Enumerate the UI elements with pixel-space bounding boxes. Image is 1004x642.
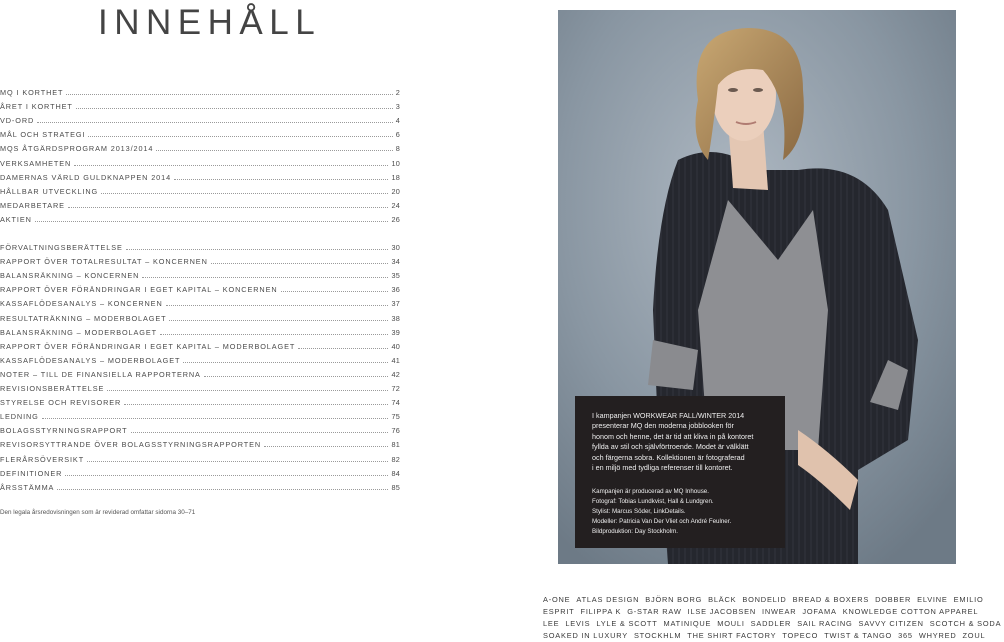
- brand-name: FILIPPA K: [580, 607, 622, 616]
- brand-name: WHYRED: [918, 631, 957, 640]
- brand-name: STOCKHLM: [633, 631, 682, 640]
- toc-leader: [88, 135, 392, 137]
- toc-label: VERKSAMHETEN: [0, 158, 72, 168]
- toc-label: ÅRET I KORTHET: [0, 102, 73, 112]
- caption-line: och färgerna sobra. Kollektionen är fotograferad: [592, 452, 745, 462]
- brand-name: ELVINE: [917, 595, 948, 604]
- toc-leader: [101, 192, 388, 194]
- toc-row: [0, 266, 400, 280]
- toc-row: [0, 154, 400, 168]
- toc-page-number: 6: [395, 130, 400, 140]
- toc-row: [0, 379, 400, 393]
- toc-page-number: 30: [391, 243, 400, 252]
- toc-row: [0, 238, 400, 252]
- brand-name: SOAKED IN LUXURY: [543, 631, 628, 640]
- toc-label: RESULTATRÄKNING – MODERBOLAGET: [0, 313, 167, 323]
- brand-line: [540, 630, 986, 642]
- toc-page-number: 74: [391, 398, 400, 408]
- toc-label: KASSAFLÖDESANALYS – MODERBOLAGET: [0, 355, 181, 365]
- footnote: Den legala årsredovisningen som är reviderad omfattar sidorna 30–71: [0, 509, 196, 516]
- toc-leader: [66, 93, 392, 95]
- brand-line: [540, 618, 1002, 630]
- toc-page-number: 24: [391, 200, 400, 210]
- brand-name: TOPECO: [782, 631, 819, 640]
- toc-row: [0, 280, 400, 294]
- toc-leader: [183, 361, 388, 363]
- brand-name: EMILIO: [953, 595, 984, 604]
- toc-row: [0, 182, 400, 196]
- toc-page-number: 39: [391, 327, 400, 337]
- toc-page-number: 82: [391, 454, 400, 464]
- toc-row: [0, 435, 400, 449]
- toc-row: [0, 252, 400, 266]
- toc-leader: [142, 276, 388, 278]
- toc-label: MÅL OCH STRATEGI: [0, 130, 86, 140]
- toc-page-number: 72: [391, 384, 400, 393]
- brand-name: LYLE & SCOTT: [596, 619, 658, 628]
- toc-row: [0, 294, 400, 308]
- toc-leader: [68, 206, 389, 208]
- brand-name: SADDLER: [750, 619, 792, 628]
- brand-name: BLÄCK: [708, 595, 737, 604]
- brand-line: [540, 594, 984, 606]
- credit-line: Bildproduktion: Day Stockholm.: [592, 528, 678, 535]
- toc-label: MEDARBETARE: [0, 200, 65, 210]
- brand-name: KNOWLEDGE COTTON APPAREL: [842, 607, 979, 616]
- credit-line: Kampanjen är producerad av MQ Inhouse.: [592, 488, 709, 495]
- toc-page-number: 76: [391, 426, 400, 436]
- toc-leader: [57, 488, 388, 490]
- caption-credits: [592, 487, 782, 537]
- toc-row: [0, 450, 400, 464]
- toc-page-number: 18: [391, 172, 400, 182]
- toc-row: [0, 83, 400, 97]
- toc-leader: [166, 304, 389, 306]
- toc-leader: [126, 248, 389, 250]
- toc-leader: [211, 262, 389, 264]
- brand-name: JOFAMA: [802, 607, 837, 616]
- toc-leader: [42, 417, 389, 419]
- toc-row: [0, 323, 400, 337]
- toc-label: KASSAFLÖDESANALYS – KONCERNEN: [0, 299, 163, 309]
- toc-label: DEFINITIONER: [0, 468, 63, 478]
- toc-row: [0, 393, 400, 407]
- toc-leader: [169, 319, 388, 321]
- toc-leader: [74, 164, 388, 166]
- toc-leader: [37, 121, 393, 123]
- toc-label: MQS ÅTGÄRDSPROGRAM 2013/2014: [0, 144, 154, 154]
- toc-label: REVISIONSBERÄTTELSE: [0, 384, 105, 393]
- toc-page-number: 40: [391, 341, 400, 351]
- toc-leader: [107, 389, 388, 391]
- brand-list: [540, 594, 1002, 642]
- toc-page-number: 20: [391, 186, 400, 196]
- toc-row: [0, 309, 400, 323]
- toc-row: [0, 97, 400, 111]
- toc-row: [0, 337, 400, 351]
- caption-line: fyllda av stil och självförtroende. Modet är välklätt: [592, 442, 749, 452]
- toc-label: RAPPORT ÖVER TOTALRESULTAT – KONCERNEN: [0, 257, 208, 267]
- toc-row: [0, 196, 400, 210]
- toc-leader: [87, 460, 388, 462]
- toc-leader: [76, 107, 393, 109]
- toc-page-number: 35: [391, 271, 400, 281]
- toc-label: STYRELSE OCH REVISORER: [0, 398, 122, 408]
- brand-name: MATINIQUE: [663, 619, 712, 628]
- brand-name: G-STAR RAW: [627, 607, 682, 616]
- toc-page-number: 2: [395, 88, 400, 97]
- brand-name: MOULI: [717, 619, 745, 628]
- caption-line: presenterar MQ den moderna jobblooken för: [592, 421, 734, 431]
- toc-page-number: 10: [391, 158, 400, 168]
- toc-page-number: 41: [391, 355, 400, 365]
- caption-text: [592, 411, 782, 473]
- toc-page-number: 3: [395, 102, 400, 112]
- toc-leader: [174, 178, 388, 180]
- brand-name: THE SHIRT FACTORY: [687, 631, 777, 640]
- brand-name: DOBBER: [875, 595, 912, 604]
- toc-row: [0, 210, 400, 224]
- toc-label: FLERÅRSÖVERSIKT: [0, 454, 85, 464]
- brand-line: [540, 606, 978, 618]
- brand-name: 365: [898, 631, 913, 640]
- brand-name: ATLAS DESIGN: [576, 595, 640, 604]
- toc-leader: [160, 333, 388, 335]
- brand-name: ZOUL: [962, 631, 986, 640]
- toc-leader: [131, 431, 389, 433]
- toc-row: [0, 365, 400, 379]
- credit-line: Stylist: Marcus Söder, LinkDetails.: [592, 508, 686, 515]
- campaign-caption: [575, 396, 785, 548]
- toc-row: [0, 407, 400, 421]
- brand-name: ESPRIT: [543, 607, 575, 616]
- toc-label: AKTIEN: [0, 214, 32, 224]
- brand-name: BONDELID: [742, 595, 787, 604]
- toc-page-number: 42: [391, 369, 400, 379]
- toc-label: VD-ORD: [0, 116, 35, 126]
- brand-name: ILSE JACOBSEN: [687, 607, 756, 616]
- brand-name: LEVIS: [565, 619, 591, 628]
- page-title: INNEHÅLL: [98, 3, 322, 42]
- toc-label: ÅRSSTÄMMA: [0, 482, 55, 492]
- toc-page-number: 81: [391, 440, 400, 450]
- toc-label: REVISORSYTTRANDE ÖVER BOLAGSSTYRNINGSRAPPORTEN: [0, 440, 262, 450]
- brand-name: SCOTCH & SODA: [929, 619, 1002, 628]
- toc-page-number: 34: [391, 257, 400, 267]
- toc-label: LEDNING: [0, 412, 39, 422]
- brand-name: BREAD & BOXERS: [792, 595, 870, 604]
- toc-row: [0, 168, 400, 182]
- toc-label: BALANSRÄKNING – MODERBOLAGET: [0, 327, 157, 337]
- toc-page-number: 26: [391, 214, 400, 224]
- toc-page-number: 37: [391, 299, 400, 309]
- toc-label: BOLAGSSTYRNINGSRAPPORT: [0, 426, 128, 436]
- toc-label: HÅLLBAR UTVECKLING: [0, 186, 99, 196]
- toc-leader: [65, 474, 388, 476]
- toc-row: [0, 139, 400, 153]
- caption-line: honom och henne, det är tid att kliva in på kontoret: [592, 431, 754, 441]
- toc-row: [0, 478, 400, 492]
- toc-row: [0, 464, 400, 478]
- toc-row: [0, 125, 400, 139]
- toc-page-number: 85: [391, 482, 400, 492]
- toc-page-number: 38: [391, 313, 400, 323]
- brand-name: SAVVY CITIZEN: [858, 619, 924, 628]
- caption-line: I kampanjen WORKWEAR FALL/WINTER 2014: [592, 411, 745, 420]
- brand-name: BJÖRN BORG: [645, 595, 703, 604]
- toc-leader: [124, 403, 388, 405]
- brand-name: LEE: [543, 619, 560, 628]
- brand-name: INWEAR: [761, 607, 797, 616]
- toc-leader: [281, 290, 389, 292]
- brand-name: SAIL RACING: [797, 619, 853, 628]
- toc-page-number: 4: [395, 116, 400, 126]
- credit-line: Modeller: Patricia Van Der Vliet och André Feulner.: [592, 518, 732, 525]
- toc-label: MQ I KORTHET: [0, 88, 64, 97]
- brand-name: A-ONE: [543, 595, 571, 604]
- toc-label: NOTER – TILL DE FINANSIELLA RAPPORTERNA: [0, 369, 201, 379]
- toc-label: RAPPORT ÖVER FÖRÄNDRINGAR I EGET KAPITAL – KONCERNEN: [0, 285, 278, 295]
- toc-leader: [204, 375, 389, 377]
- toc-page-number: 36: [391, 285, 400, 295]
- toc-page-number: 84: [391, 468, 400, 478]
- toc-leader: [35, 220, 389, 222]
- toc-row: [0, 351, 400, 365]
- toc-label: FÖRVALTNINGSBERÄTTELSE: [0, 243, 123, 252]
- toc-page-number: 75: [391, 412, 400, 422]
- caption-line: i en miljö med tydliga referenser till kontoret.: [592, 463, 733, 473]
- brand-name: TWIST & TANGO: [824, 631, 893, 640]
- toc-label: DAMERNAS VÄRLD GULDKNAPPEN 2014: [0, 172, 172, 182]
- credit-line: Fotograf: Tobias Lundkvist, Hall & Lundgren.: [592, 498, 714, 505]
- toc-row: [0, 111, 400, 125]
- toc-page-number: 8: [395, 144, 400, 154]
- toc-leader: [264, 445, 388, 447]
- toc-leader: [156, 149, 392, 151]
- toc-label: BALANSRÄKNING – KONCERNEN: [0, 271, 140, 281]
- toc-row: [0, 421, 400, 435]
- toc-leader: [298, 347, 388, 349]
- toc-label: RAPPORT ÖVER FÖRÄNDRINGAR I EGET KAPITAL – MODERBOLAGET: [0, 341, 296, 351]
